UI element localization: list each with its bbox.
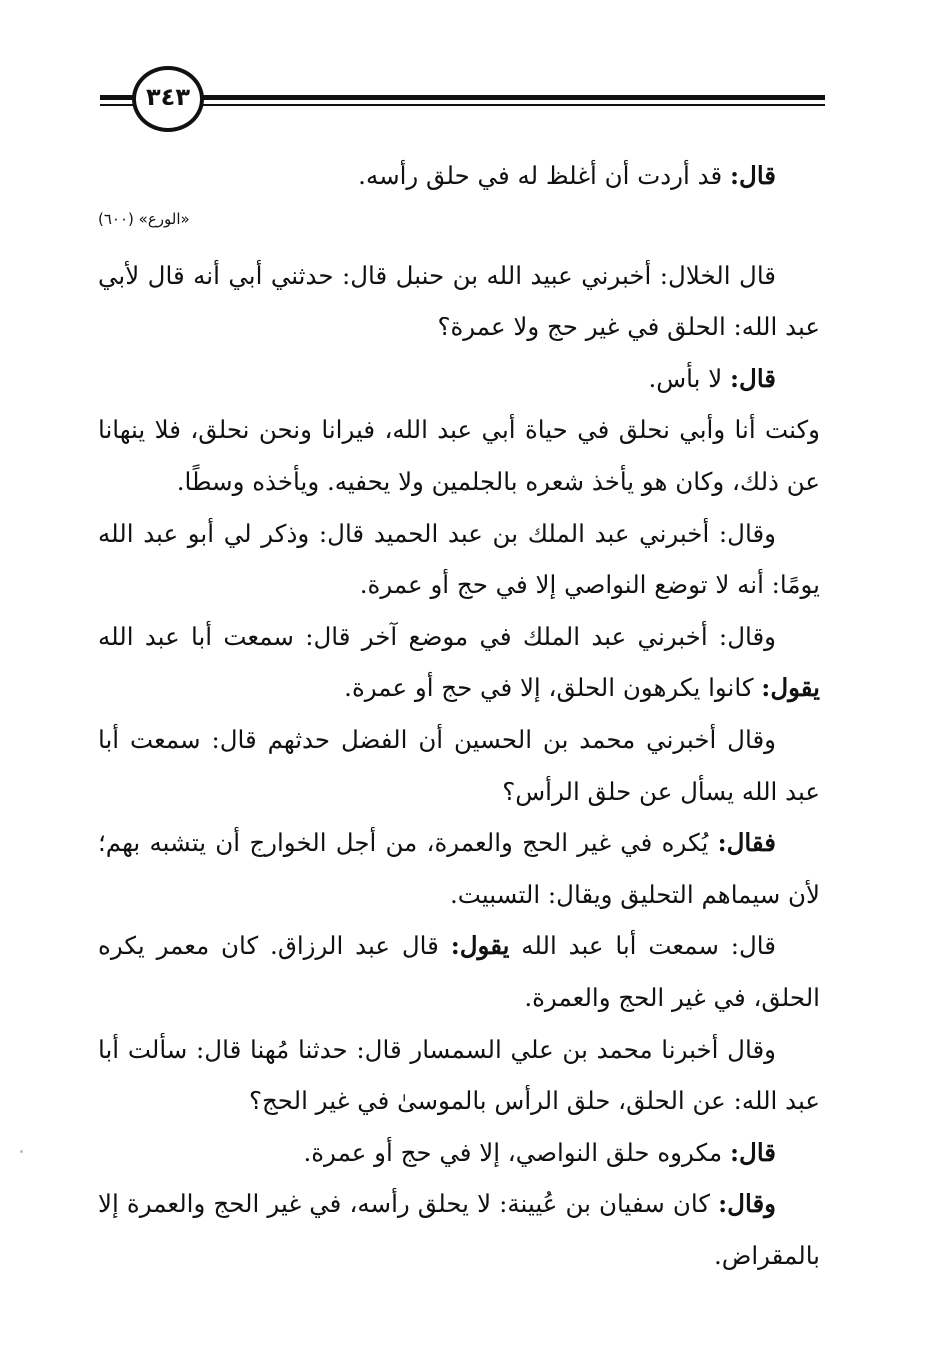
header-rule-thick — [100, 95, 825, 100]
source-reference: «الورع» (٦٠٠) — [98, 209, 190, 228]
paragraph-text: لا بأس. — [648, 363, 730, 393]
paragraph-text: قد أردت أن أغلظ له في حلق رأسه. — [358, 161, 730, 190]
paragraph-3 — [98, 353, 820, 405]
paragraph-6 — [98, 611, 820, 714]
speaker-label: قال: — [729, 1137, 776, 1167]
page-body — [98, 150, 820, 1281]
paragraph-text: وقال: أخبرني عبد الملك في موضع آخر قال: سمعت أبا عبد الله — [98, 621, 776, 651]
speaker-label: يقول: — [450, 931, 510, 961]
paragraph-text: مكروه حلق النواصي، إلا في حج أو عمرة. — [303, 1137, 730, 1167]
paragraph-text: قال عبد الرزاق. كان معمر يكره الحلق، في غير الحج والعمرة. — [98, 931, 820, 1012]
paragraph-7 — [98, 714, 820, 817]
paragraph-1 — [98, 150, 820, 202]
speaker-label: يقول: — [761, 673, 820, 703]
paragraph-text: وكنت أنا وأبي نحلق في حياة أبي عبد الله، فيرانا ونحن نحلق، فلا ينهانا عن ذلك، وكان هو يأخذ شعره بالجلمين ولا يحفيه. ويأخذه وسطًا. — [98, 415, 820, 496]
speaker-label: قال: — [729, 363, 776, 393]
paragraph-2 — [98, 250, 820, 353]
paragraph-9 — [98, 920, 820, 1023]
paragraph-4 — [98, 404, 820, 507]
paragraph-10 — [98, 1024, 820, 1127]
speaker-label: فقال: — [717, 828, 776, 858]
page-header — [0, 0, 930, 140]
page-number: ٣٤٣ — [146, 83, 190, 111]
paragraph-text: وقال أخبرنا محمد بن علي السمسار قال: حدثنا مُهنا قال: سألت أبا عبد الله: عن الحلق، حلق الرأس بالموسىٰ في غير الحج؟ — [98, 1034, 820, 1116]
paragraph-text: كانوا يكرهون الحلق، إلا في حج أو عمرة. — [344, 673, 762, 703]
paragraph-text: وقال: أخبرني عبد الملك بن عبد الحميد قال: وذكر لي أبو عبد الله يومًا: أنه لا توضع النواصي إلا في حج أو عمرة. — [98, 518, 820, 600]
paragraph-text: وقال أخبرني محمد بن الحسين أن الفضل حدثهم قال: سمعت أبا عبد الله يسأل عن حلق الرأس؟ — [98, 724, 820, 806]
paragraph-text: قال: سمعت أبا عبد الله — [509, 931, 776, 961]
paragraph-11 — [98, 1127, 820, 1179]
paragraph-12 — [98, 1178, 820, 1281]
speaker-label: قال: — [729, 161, 776, 190]
paragraph-5 — [98, 508, 820, 611]
page-number-badge — [132, 66, 204, 132]
paragraph-text: كان سفيان بن عُيينة: لا يحلق رأسه، في غير الحج والعمرة إلا بالمقراض. — [98, 1189, 820, 1270]
speaker-label: وقال: — [718, 1189, 776, 1219]
header-rule-thin — [100, 104, 825, 106]
paragraph-text: قال الخلال: أخبرني عبيد الله بن حنبل قال: حدثني أبي أنه قال لأبي عبد الله: الحلق في غير حج ولا عمرة؟ — [98, 260, 820, 342]
scan-speck — [20, 1150, 23, 1153]
paragraph-text: يُكره في غير الحج والعمرة، من أجل الخوارج أن يتشبه بهم؛ لأن سيماهم التحليق ويقال: التسبيت. — [98, 828, 820, 909]
paragraph-8 — [98, 817, 820, 920]
